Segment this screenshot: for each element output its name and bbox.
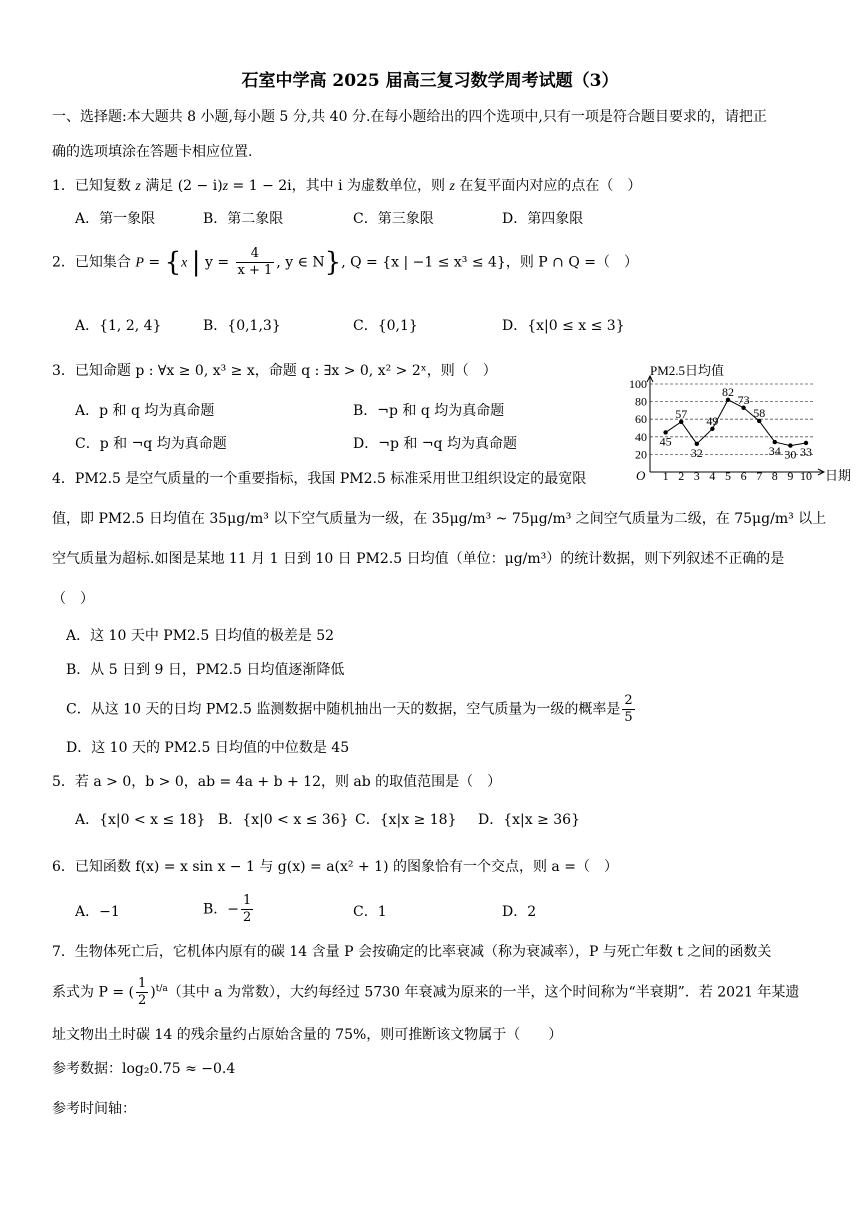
question-2-option-c: C．{0,1} (353, 318, 418, 334)
question-4-line1: 4．PM2.5 是空气质量的一个重要指标，我国 PM2.5 标准采用世卫组织设定的最宽限 (52, 471, 587, 487)
chart-y-tick-label: 20 (635, 447, 647, 462)
question-1-option-b: B．第二象限 (203, 211, 284, 227)
question-5-option-a: A．{x|0 < x ≤ 18} (75, 812, 206, 828)
question-4-option-b: B．从 5 日到 9 日，PM2.5 日均值逐渐降低 (66, 662, 345, 678)
question-2-stem: 2．已知集合 P = {x | y = $\frac{4}{x + 1}$ , y ∈ N}, Q = {x | −1 ≤ x³ ≤ 4}，则 P ∩ Q =（ ） (52, 246, 639, 278)
question-6-option-b: B．− $\frac{1}{2}$ (203, 893, 252, 925)
chart-data-label: 82 (722, 384, 734, 399)
question-3-stem: 3．已知命题 p : ∀x ≥ 0, x³ ≥ x，命题 q : ∃x > 0, x² > 2ˣ，则（ ） (52, 363, 497, 379)
question-7-line2: 系式为 P = ( $\frac{1}{2}$ )$^{t/a}$（其中 a 为常数），大约每经过 5730 年衰减为原来的一半，这个时间称为“半衰期”．若 2021 年某遗 (52, 976, 800, 1008)
chart-data-label: 32 (690, 445, 703, 460)
chart-y-tick-label: 100 (629, 377, 647, 391)
question-6-option-c: C．1 (353, 904, 387, 920)
chart-y-tick-label: 40 (635, 429, 647, 444)
question-4-line3: 空气质量为超标.如图是某地 11 月 1 日到 10 日 PM2.5 日均值（单位：μg/m³）的统计数据，则下列叙述不正确的是 (52, 551, 785, 567)
chart-x-tick-label: 7 (756, 469, 763, 483)
section-instruction-line1: 一、选择题:本大题共 8 小题,每小题 5 分,共 40 分.在每小题给出的四个选项中,只有一项是符合题目要求的，请把正 (52, 109, 767, 125)
question-2-option-b: B．{0,1,3} (203, 318, 281, 334)
chart-title: PM2.5日均值 (650, 363, 725, 378)
question-3-option-d: D．¬p 和 ¬q 均为真命题 (353, 436, 517, 452)
question-4-line4: （ ） (52, 591, 94, 607)
pm25-line-chart (612, 360, 852, 490)
chart-x-tick-label: 2 (678, 469, 685, 483)
question-4-line2: 值，即 PM2.5 日均值在 35μg/m³ 以下空气质量为一级，在 35μg/m³ ~ 75μg/m³ 之间空气质量为二级，在 75μg/m³ 以上 (52, 511, 827, 527)
chart-x-tick-label: 1 (662, 469, 669, 483)
question-3-option-c: C．p 和 ¬q 均为真命题 (75, 436, 227, 452)
question-4-option-a: A．这 10 天中 PM2.5 日均值的极差是 52 (66, 628, 335, 644)
question-1-stem: 1．已知复数 z 满足 (2 − i)z = 1 − 2i，其中 i 为虚数单位，则 z 在复平面内对应的点在（ ） (52, 178, 642, 194)
chart-data-label: 30 (784, 447, 797, 462)
question-5-option-c: C．{x|x ≥ 18} (355, 812, 457, 828)
question-4-option-d: D．这 10 天的 PM2.5 日均值的中位数是 45 (66, 740, 350, 756)
question-7-line1: 7．生物体死亡后，它机体内原有的碳 14 含量 P 会按确定的比率衰减（称为衰减率），P 与死亡年数 t 之间的函数关 (52, 944, 772, 960)
chart-x-tick-label: 3 (693, 469, 700, 483)
question-1-option-c: C．第三象限 (353, 211, 434, 227)
question-4-option-c: C．从这 10 天的日均 PM2.5 监测数据中随机抽出一天的数据，空气质量为一级的概率是 $\frac{2}{5}$ (66, 693, 633, 725)
question-3-option-b: B．¬p 和 q 均为真命题 (353, 403, 505, 419)
question-5-option-b: B．{x|0 < x ≤ 36} (218, 812, 349, 828)
question-1-option-d: D．第四象限 (502, 211, 584, 227)
chart-data-label: 73 (737, 392, 750, 407)
question-6-option-a: A．−1 (75, 904, 120, 920)
chart-x-tick-label: 10 (800, 469, 812, 483)
chart-axes (647, 376, 824, 475)
chart-data-label: 57 (675, 406, 688, 421)
question-2-fraction: $\frac{4}{x + 1}$ (237, 246, 273, 278)
chart-data-label: 45 (659, 434, 672, 449)
question-2-option-a: A．{1, 2, 4} (75, 318, 162, 334)
chart-data-label: 49 (706, 413, 719, 428)
question-6-stem: 6．已知函数 f(x) = x sin x − 1 与 g(x) = a(x² + 1) 的图象恰有一个交点，则 a =（ ） (52, 859, 618, 875)
question-1-option-a: A．第一象限 (75, 211, 156, 227)
chart-x-axis-label: 日期 (825, 468, 852, 483)
chart-data-label: 34 (768, 444, 781, 459)
chart-origin-label: O (636, 468, 646, 483)
question-7-fraction: $\frac{1}{2}$ (137, 976, 147, 1008)
question-3-option-a: A．p 和 q 均为真命题 (75, 403, 215, 419)
question-7-reference-timeline: 参考时间轴： (52, 1101, 136, 1117)
question-4-option-c-fraction: $\frac{2}{5}$ (624, 693, 633, 725)
chart-y-tick-label: 60 (635, 412, 647, 427)
question-5-stem: 5．若 a > 0，b > 0，ab = 4a + b + 12，则 ab 的取值范围是（ ） (52, 774, 502, 790)
chart-y-tick-label: 80 (635, 394, 647, 409)
chart-x-tick-label: 9 (787, 469, 794, 483)
chart-x-tick-label: 5 (725, 469, 731, 483)
question-6-option-b-fraction: $\frac{1}{2}$ (243, 893, 252, 925)
chart-x-tick-label: 6 (740, 469, 747, 483)
chart-points (663, 398, 808, 448)
section-instruction-line2: 确的选项填涂在答题卡相应位置. (52, 144, 253, 160)
page-title: 石室中学高 2025 届高三复习数学周考试题（3） (241, 71, 619, 91)
question-5-option-d: D．{x|x ≥ 36} (478, 812, 580, 828)
chart-data-label: 33 (800, 444, 812, 459)
question-7-line3: 址文物出土时碳 14 的残余量约占原始含量的 75%，则可推断该文物属于（ ） (52, 1027, 563, 1043)
chart-x-tick-label: 8 (771, 469, 778, 483)
chart-x-tick-label: 4 (709, 469, 716, 483)
question-7-reference-data: 参考数据：log₂0.75 ≈ −0.4 (52, 1061, 236, 1077)
question-2-option-d: D．{x|0 ≤ x ≤ 3} (502, 318, 625, 334)
question-6-option-d: D．2 (502, 904, 537, 920)
chart-tick-labels (629, 377, 812, 483)
chart-data-label: 58 (753, 405, 766, 420)
